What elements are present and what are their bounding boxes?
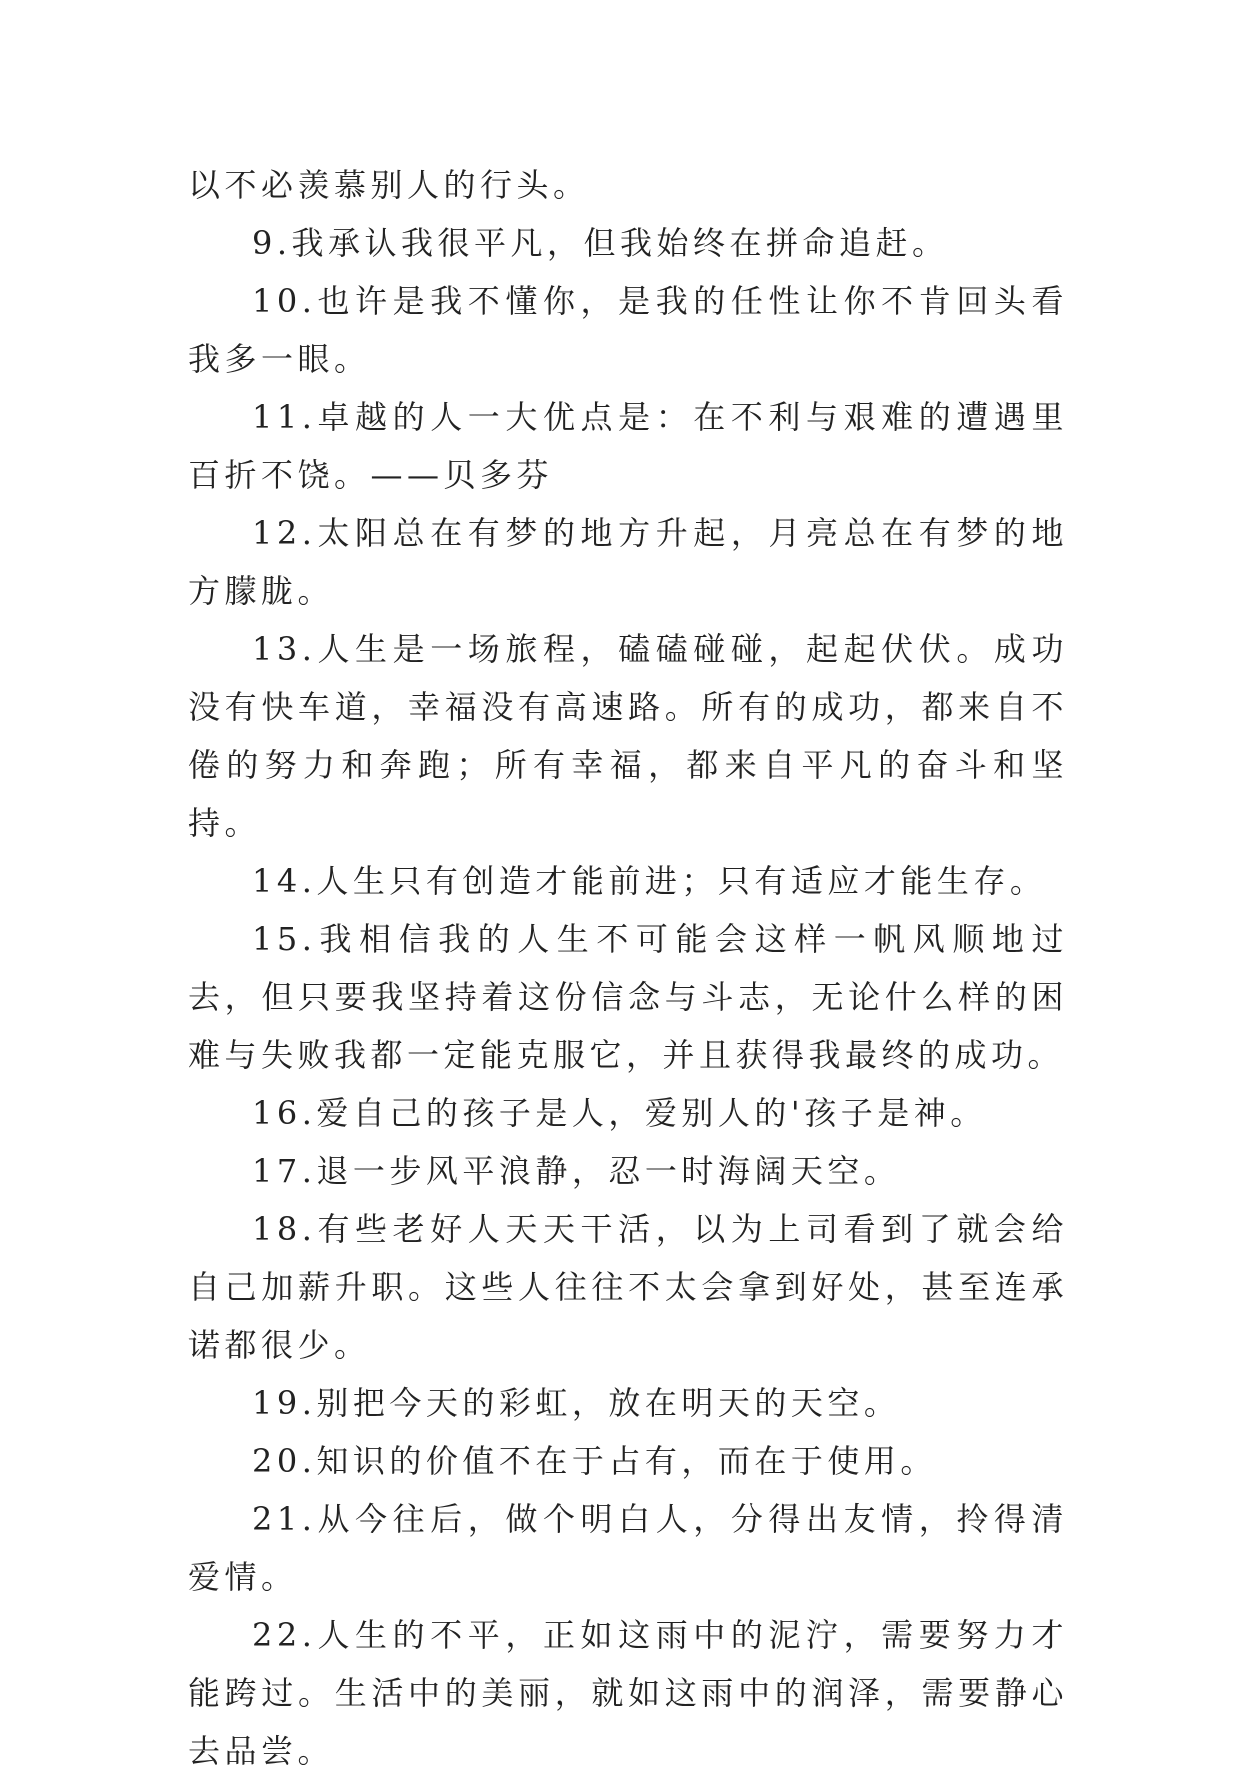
quote-item-12: 12.太阳总在有梦的地方升起，月亮总在有梦的地方朦胧。 (188, 514, 1068, 610)
paragraph-continuation: 以不必羡慕别人的行头。 (188, 166, 590, 204)
quote-item-11: 11.卓越的人一大优点是：在不利与艰难的遭遇里百折不饶。——贝多芬 (188, 398, 1068, 494)
quote-item-17: 17.退一步风平浪静，忍一时海阔天空。 (252, 1152, 901, 1190)
quote-item-14: 14.人生只有创造才能前进；只有适应才能生存。 (252, 862, 1047, 900)
quote-item-21: 21.从今往后，做个明白人，分得出友情，拎得清爱情。 (188, 1500, 1068, 1596)
quote-item-22: 22.人生的不平，正如这雨中的泥泞，需要努力才能跨过。生活中的美丽，就如这雨中的润泽，需要静心去品尝。 (188, 1616, 1068, 1770)
document-body (188, 156, 1068, 1780)
quote-item-16: 16.爱自己的孩子是人，爱别人的'孩子是神。 (252, 1094, 987, 1132)
quote-item-9: 9.我承认我很平凡，但我始终在拼命追赶。 (252, 224, 949, 262)
quote-item-18: 18.有些老好人天天干活，以为上司看到了就会给自己加薪升职。这些人往往不太会拿到好处，甚至连承诺都很少。 (188, 1210, 1068, 1364)
quote-item-19: 19.别把今天的彩虹，放在明天的天空。 (252, 1384, 901, 1422)
quote-item-20: 20.知识的价值不在于占有，而在于使用。 (252, 1442, 937, 1480)
quote-item-10: 10.也许是我不懂你，是我的任性让你不肯回头看我多一眼。 (188, 282, 1068, 378)
quote-item-15: 15.我相信我的人生不可能会这样一帆风顺地过去，但只要我坚持着这份信念与斗志，无论什么样的困难与失败我都一定能克服它，并且获得我最终的成功。 (188, 920, 1068, 1074)
quote-item-13: 13.人生是一场旅程，磕磕碰碰，起起伏伏。成功没有快车道，幸福没有高速路。所有的成功，都来自不倦的努力和奔跑；所有幸福，都来自平凡的奋斗和坚持。 (188, 630, 1068, 842)
